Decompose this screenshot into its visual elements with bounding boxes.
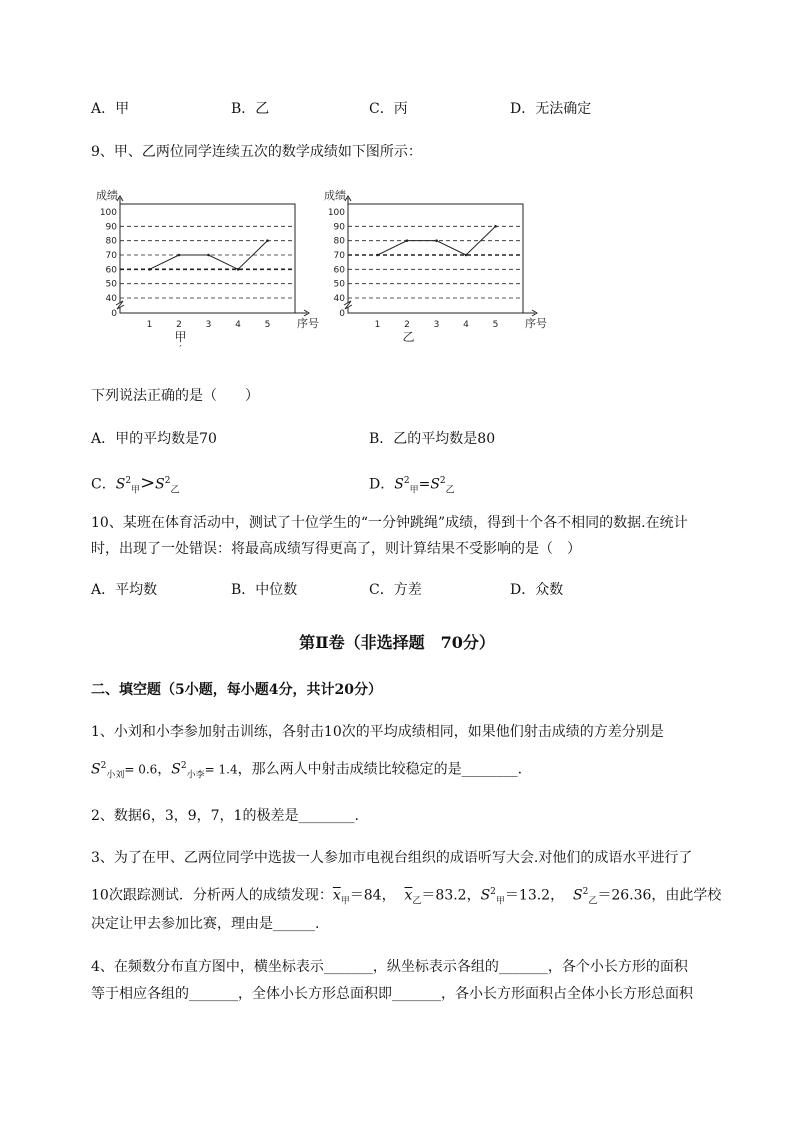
var-yi: ＝26.36，由此学校: [597, 887, 722, 904]
q9-option-b: B．乙的平均数是80: [369, 431, 496, 447]
variance-value-2: = 1.4: [204, 762, 238, 777]
q9-question: 下列说法正确的是（ ）: [91, 388, 259, 404]
variance-symbol: S: [430, 476, 440, 493]
q8-option-d: D．无法确定: [510, 101, 592, 117]
chart-frame: [120, 204, 295, 313]
data-point: [465, 254, 468, 257]
variance-symbol: S: [155, 476, 165, 493]
y-tick-label: 90: [105, 222, 117, 233]
fill-1-tail: ，那么两人中射击成绩比较稳定的是________.: [237, 761, 523, 778]
relation-sign: >: [140, 472, 156, 494]
q10-option-c: C．方差: [369, 582, 422, 598]
x-tick-label: 3: [433, 320, 440, 330]
q10-option-b: B．中位数: [231, 582, 298, 598]
subscript-jia: 甲: [340, 896, 350, 907]
y-tick-label: 70: [333, 251, 345, 261]
data-point: [376, 254, 379, 257]
q9-option-d: D．$S^2_甲=S^2_乙$: [369, 476, 455, 496]
y-tick-label: 0: [339, 309, 345, 319]
fill-4-line-2: 等于相应各组的_______，全体小长方形总面积即_______，各小长方形面积占全体小长方形总面积: [91, 986, 693, 1002]
subscript-yi: 乙: [445, 485, 455, 496]
chart-note: ′: [179, 344, 182, 355]
x-tick-label: 5: [264, 320, 271, 330]
y-tick-label: 40: [333, 294, 345, 304]
x-tick-label: 1: [146, 320, 153, 330]
y-tick-label: 60: [105, 265, 117, 276]
fill-3-prefix: 10次跟踪测试．分析两人的成绩发现：: [91, 887, 333, 904]
subscript-jia: 甲: [409, 485, 419, 496]
x-tick-label: 4: [235, 320, 241, 330]
section-title: 第Ⅱ卷（非选择题 70分）: [299, 633, 495, 652]
chart-title: 乙: [402, 330, 415, 344]
y-tick-label: 80: [333, 236, 345, 247]
relation-sign: =: [418, 476, 431, 493]
subscript-yi: 乙: [170, 485, 180, 496]
var-jia: ＝13.2，: [504, 887, 565, 904]
mean-symbol: $\overline{x}$: [404, 887, 413, 904]
q9-option-a: A．甲的平均数是70: [91, 431, 217, 447]
subscript-jia: 甲: [131, 485, 141, 496]
data-point: [406, 239, 409, 242]
y-tick-label: 100: [99, 208, 117, 218]
y-tick-label: 0: [111, 309, 117, 319]
q9-stem: 9、甲、乙两位同学连续五次的数学成绩如下图所示：: [91, 144, 422, 160]
chart-yi: [318, 186, 558, 356]
mean-yi: ＝83.2，: [421, 887, 481, 904]
fill-1-line-2: $S^2_{小刘}= 0.6$，$S^2_{小李}= 1.4$，那么两人中射击成绩比较稳定的是________.: [91, 761, 523, 781]
fill-2-line: 2、数据6，3，9，7，1的极差是________.: [91, 808, 359, 824]
y-tick-label: 90: [333, 222, 345, 233]
x-tick-label: 5: [492, 320, 499, 330]
mean-jia: ＝84，: [349, 887, 396, 904]
y-axis-label: 成绩: [324, 189, 346, 202]
subscript-yi: 乙: [412, 896, 422, 907]
variance-symbol: S: [91, 761, 101, 778]
fill-4-line-1: 4、在频数分布直方图中，横坐标表示_______，纵坐标表示各组的_______，各个小长方形的面积: [91, 959, 688, 975]
section-header: 二、填空题（5小题，每小题4分，共计20分）: [91, 682, 382, 698]
variance-symbol: S: [115, 476, 126, 493]
data-point: [237, 268, 240, 271]
x-tick-label: 2: [404, 320, 410, 330]
data-point: [435, 239, 438, 242]
fill-1-line-1: 1、小刘和小李参加射击训练，各射击10次的平均成绩相同，如果他们射击成绩的方差分别是: [91, 724, 664, 740]
y-axis-label: 成绩: [96, 189, 118, 202]
q8-option-b: B．乙: [231, 101, 270, 117]
chart-title: 甲: [174, 330, 187, 344]
y-tick-label: 100: [327, 208, 345, 218]
subscript-xiaoliu: 小刘: [106, 770, 125, 781]
mean-symbol: $\overline{x}$: [332, 887, 341, 904]
fill-3-line-2: 10次跟踪测试．分析两人的成绩发现：$\overline{x}_甲=84$， $\overline{x}_乙=83.2$，$S^2_甲=13.2$， $S^2_乙=26.36$，由此学校: [91, 887, 722, 907]
chart-jia: [90, 186, 330, 356]
data-point: [148, 268, 151, 271]
subscript-yi: 乙: [588, 896, 598, 907]
y-tick-label: 40: [105, 294, 117, 304]
q8-option-c: C．丙: [369, 101, 408, 117]
q10-line-2: 时，出现了一处错误：将最高成绩写得更高了，则计算结果不受影响的是（ ）: [91, 541, 581, 557]
variance-symbol: S: [480, 887, 491, 904]
q10-line-1: 10、某班在体育活动中，测试了十位学生的“一分钟跳绳”成绩，得到十个各不相同的数据.在统计: [91, 515, 688, 531]
data-point: [207, 254, 210, 257]
axis-break: [116, 301, 124, 309]
variance-symbol: S: [171, 761, 181, 778]
y-tick-label: 50: [105, 279, 117, 290]
data-point: [494, 225, 497, 228]
x-axis-label: 序号: [297, 317, 319, 330]
chart-frame: [348, 204, 523, 313]
x-tick-label: 2: [176, 320, 182, 330]
option-prefix: D．: [369, 476, 395, 493]
subscript-jia: 甲: [495, 896, 505, 907]
option-prefix: C．: [91, 476, 116, 493]
axis-break: [344, 301, 352, 309]
q10-option-a: A．平均数: [91, 582, 158, 598]
y-tick-label: 70: [105, 251, 117, 261]
variance-symbol: S: [573, 887, 583, 904]
fill-3-line-1: 3、为了在甲、乙两位同学中选拔一人参加市电视台组织的成语听写大会.对他们的成语水平进行了: [91, 850, 693, 866]
variance-value-1: = 0.6: [124, 762, 158, 777]
variance-symbol: S: [394, 476, 404, 493]
y-tick-label: 50: [333, 279, 345, 290]
q9-option-c: C．$S^2_甲>S^2_乙$: [91, 472, 180, 496]
q10-option-d: D．众数: [510, 582, 564, 598]
subscript-xiaoli: 小李: [186, 770, 205, 781]
x-tick-label: 1: [374, 320, 381, 330]
x-axis-label: 序号: [525, 317, 547, 330]
y-tick-label: 80: [105, 236, 117, 247]
q8-option-a: A．甲: [91, 101, 130, 117]
x-tick-label: 3: [205, 320, 212, 330]
y-tick-label: 60: [333, 265, 345, 276]
data-point: [266, 239, 269, 242]
fill-3-line-3: 决定让甲去参加比赛，理由是______.: [91, 916, 320, 932]
x-tick-label: 4: [463, 320, 469, 330]
data-point: [178, 254, 181, 257]
